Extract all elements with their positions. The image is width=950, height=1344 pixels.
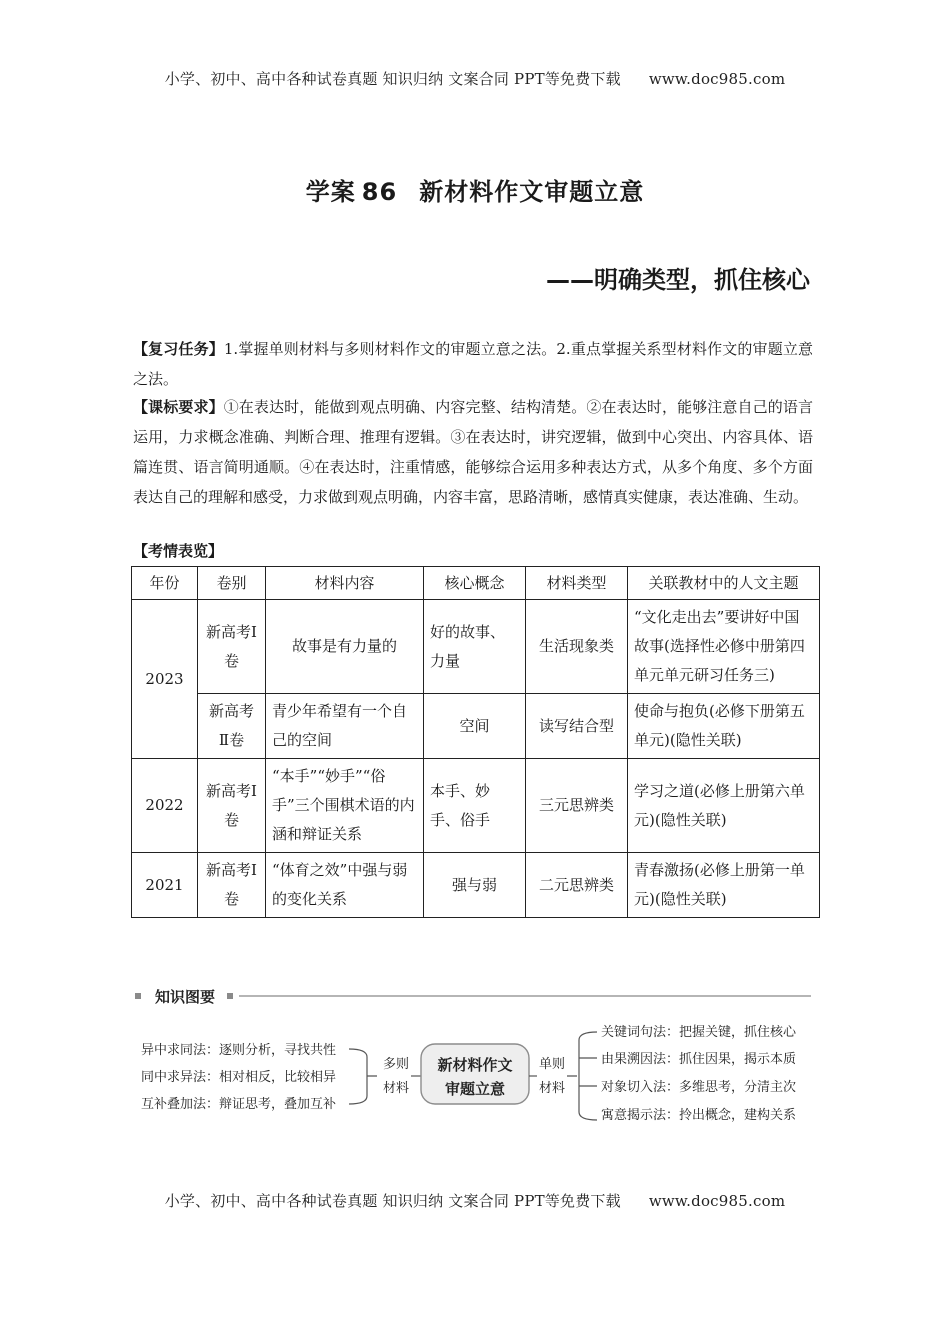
curriculum-standard bbox=[133, 392, 813, 512]
theme-cell: 使命与抱负(必修下册第五单元)(隐性关联) bbox=[628, 694, 820, 759]
col-header: 材料类型 bbox=[526, 567, 628, 600]
footer-banner bbox=[0, 1190, 950, 1211]
mindmap-left-item: 同中求异法：相对相反，比较相异 bbox=[141, 1070, 337, 1085]
center-node-label: 审题立意 bbox=[444, 1080, 506, 1098]
type-cell: 三元思辨类 bbox=[526, 759, 628, 853]
mindmap-right-item: 关键词句法：把握关键，抓住核心 bbox=[601, 1025, 797, 1040]
single-material-label: 材料 bbox=[539, 1081, 566, 1096]
table-row bbox=[132, 600, 820, 694]
type-cell: 读写结合型 bbox=[526, 694, 628, 759]
year-cell: 2021 bbox=[132, 853, 198, 918]
left-bracket bbox=[349, 1049, 377, 1104]
header-banner bbox=[0, 68, 950, 89]
multi-material-label: 材料 bbox=[383, 1081, 410, 1096]
theme-cell: “文化走出去”要讲好中国故事(选择性必修中册第四单元单元研习任务三) bbox=[628, 600, 820, 694]
title-number: 86 bbox=[361, 178, 398, 206]
theme-cell: 学习之道(必修上册第六单元)(隐性关联) bbox=[628, 759, 820, 853]
table-row bbox=[132, 694, 820, 759]
right-bracket bbox=[567, 1032, 597, 1120]
paper-cell: 新高考Ⅰ卷 bbox=[198, 600, 266, 694]
single-material-label: 单则 bbox=[539, 1057, 566, 1072]
divider bbox=[239, 995, 811, 997]
knowledge-map-title: 知识图要 bbox=[155, 988, 216, 1006]
knowledge-mindmap bbox=[131, 1016, 821, 1128]
center-node-label: 新材料作文 bbox=[437, 1056, 513, 1074]
mindmap-left-item: 互补叠加法：辩证思考，叠加互补 bbox=[141, 1097, 337, 1112]
square-bullet-icon bbox=[227, 993, 233, 999]
concept-cell: 本手、妙手、俗手 bbox=[424, 759, 526, 853]
concept-cell: 好的故事、力量 bbox=[424, 600, 526, 694]
paper-cell: 新高考Ⅰ卷 bbox=[198, 759, 266, 853]
type-cell: 二元思辨类 bbox=[526, 853, 628, 918]
square-bullet-icon bbox=[135, 993, 141, 999]
paper-cell: 新高考Ⅱ卷 bbox=[198, 694, 266, 759]
concept-cell: 强与弱 bbox=[424, 853, 526, 918]
exam-overview-label: 【考情表览】 bbox=[133, 542, 224, 560]
banner-text: 小学、初中、高中各种试卷真题 知识归纳 文案合同 PPT等免费下载 bbox=[164, 70, 621, 88]
table-row bbox=[132, 853, 820, 918]
knowledge-map-header bbox=[131, 986, 819, 1006]
content-cell: “体育之效”中强与弱的变化关系 bbox=[266, 853, 424, 918]
table-header-row bbox=[132, 567, 820, 600]
theme-cell: 青春激扬(必修上册第一单元)(隐性关联) bbox=[628, 853, 820, 918]
content-cell: “本手”“妙手”“俗手”三个围棋术语的内涵和辩证关系 bbox=[266, 759, 424, 853]
concept-cell: 空间 bbox=[424, 694, 526, 759]
page-subtitle: ——明确类型，抓住核心 bbox=[546, 266, 810, 294]
review-tag: 【复习任务】 bbox=[133, 340, 224, 358]
banner-url[interactable]: www.doc985.com bbox=[648, 70, 786, 88]
mindmap-left-item: 异中求同法：逐则分析，寻找共性 bbox=[141, 1043, 337, 1058]
col-header: 关联教材中的人文主题 bbox=[628, 567, 820, 600]
page-title bbox=[0, 172, 950, 207]
banner-text: 小学、初中、高中各种试卷真题 知识归纳 文案合同 PPT等免费下载 bbox=[164, 1192, 621, 1210]
title-main: 新材料作文审题立意 bbox=[419, 178, 645, 206]
mindmap-right-item: 由果溯因法：抓住因果，揭示本质 bbox=[601, 1052, 797, 1067]
review-task bbox=[133, 334, 813, 394]
review-text: 1.掌握单则材料与多则材料作文的审题立意之法。2.重点掌握关系型材料作文的审题立意之法。 bbox=[133, 340, 813, 388]
table-row bbox=[132, 759, 820, 853]
col-header: 卷别 bbox=[198, 567, 266, 600]
content-cell: 青少年希望有一个自己的空间 bbox=[266, 694, 424, 759]
type-cell: 生活现象类 bbox=[526, 600, 628, 694]
year-cell: 2023 bbox=[132, 600, 198, 759]
col-header: 核心概念 bbox=[424, 567, 526, 600]
year-cell: 2022 bbox=[132, 759, 198, 853]
multi-material-label: 多则 bbox=[383, 1057, 410, 1072]
col-header: 材料内容 bbox=[266, 567, 424, 600]
standard-tag: 【课标要求】 bbox=[133, 398, 224, 416]
standard-text: ①在表达时，能做到观点明确、内容完整、结构清楚。②在表达时，能够注意自己的语言运用，力求概念准确、判断合理、推理有逻辑。③在表达时，讲究逻辑，做到中心突出、内容具体、语篇连贯、语言简明通顺。④在表达时，注重情感，能够综合运用多种表达方式，从多个角度、多个方面表达自己的理解和感受，力求做到观点明确，内容丰富，思路清晰，感情真实健康，表达准确、生动。 bbox=[133, 398, 813, 506]
paper-cell: 新高考Ⅰ卷 bbox=[198, 853, 266, 918]
title-prefix: 学案 bbox=[305, 178, 356, 206]
banner-url[interactable]: www.doc985.com bbox=[648, 1192, 786, 1210]
mindmap-right-item: 对象切入法：多维思考，分清主次 bbox=[601, 1080, 797, 1095]
exam-table bbox=[131, 566, 820, 918]
col-header: 年份 bbox=[132, 567, 198, 600]
mindmap-right-item: 寓意揭示法：拎出概念，建构关系 bbox=[601, 1108, 797, 1123]
content-cell: 故事是有力量的 bbox=[266, 600, 424, 694]
